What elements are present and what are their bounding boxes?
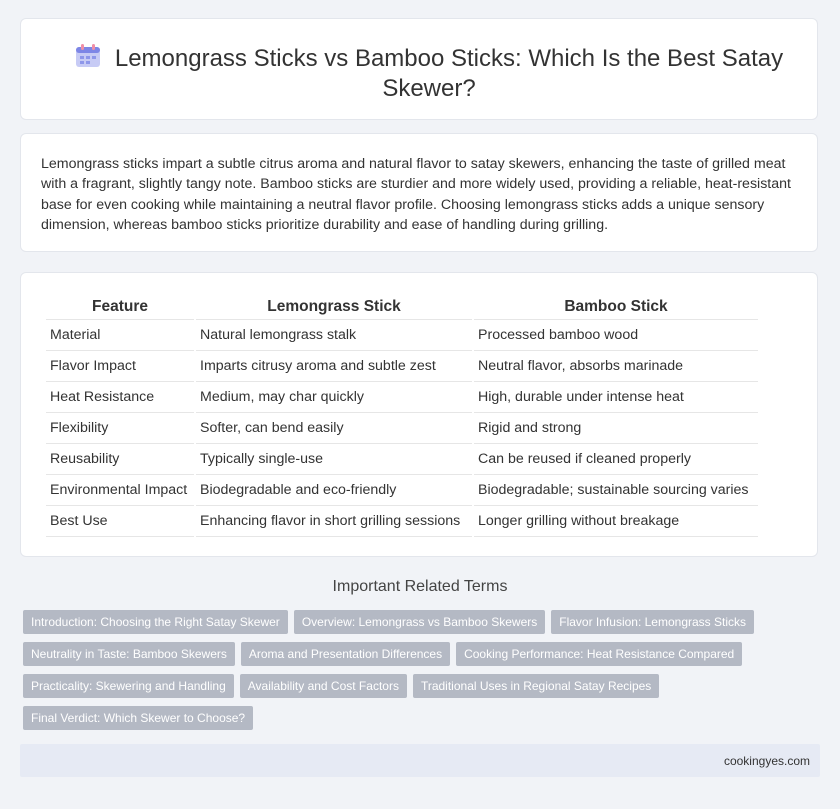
row-bamboo: Biodegradable; sustainable sourcing varies <box>474 475 758 506</box>
intro-paragraph: Lemongrass sticks impart a subtle citrus aroma and natural flavor to satay skewers, enhancing the taste of grilled meat with a fragrant, slightly tangy note. Bamboo sticks are sturdier and more widely used, providing a reliable, heat-resistant base for even cooking while maintaining a neutral flavor profile. Choosing lemongrass sticks adds a unique sensory dimension, whereas bamboo sticks prioritize durability and ease of handling during grilling. <box>41 156 791 234</box>
table-row <box>46 382 758 413</box>
related-term-tag[interactable]: Flavor Infusion: Lemongrass Sticks <box>551 610 754 634</box>
row-lemongrass: Biodegradable and eco-friendly <box>196 475 472 506</box>
title-wrap <box>61 44 797 104</box>
table-row <box>46 351 758 382</box>
row-bamboo: Neutral flavor, absorbs marinade <box>474 351 758 382</box>
related-term-tag[interactable]: Cooking Performance: Heat Resistance Compared <box>456 642 742 666</box>
row-feature: Material <box>46 320 194 351</box>
row-lemongrass: Natural lemongrass stalk <box>196 320 472 351</box>
header-bamboo: Bamboo Stick <box>474 295 758 320</box>
header-feature: Feature <box>46 295 194 320</box>
row-bamboo: Longer grilling without breakage <box>474 506 758 537</box>
related-term-tag[interactable]: Final Verdict: Which Skewer to Choose? <box>23 706 253 730</box>
row-feature: Heat Resistance <box>46 382 194 413</box>
page-title-text: Lemongrass Sticks vs Bamboo Sticks: Which Is the Best Satay Skewer? <box>114 45 784 102</box>
row-lemongrass: Imparts citrusy aroma and subtle zest <box>196 351 472 382</box>
row-feature: Environmental Impact <box>46 475 194 506</box>
row-feature: Reusability <box>46 444 194 475</box>
row-feature: Flexibility <box>46 413 194 444</box>
row-feature: Best Use <box>46 506 194 537</box>
related-term-tag[interactable]: Practicality: Skewering and Handling <box>23 674 234 698</box>
table-row <box>46 506 758 537</box>
related-term-tag[interactable]: Aroma and Presentation Differences <box>241 642 450 666</box>
table-header-row <box>46 295 758 320</box>
intro-card <box>20 133 818 252</box>
row-bamboo: High, durable under intense heat <box>474 382 758 413</box>
comparison-table <box>44 295 760 537</box>
related-terms-list <box>23 610 783 738</box>
header-lemongrass: Lemongrass Stick <box>196 295 472 320</box>
site-link[interactable]: cookingyes.com <box>723 754 810 768</box>
related-term-tag[interactable]: Overview: Lemongrass vs Bamboo Skewers <box>294 610 545 634</box>
table-row <box>46 320 758 351</box>
header-card <box>20 18 818 120</box>
related-terms-heading: Important Related Terms <box>332 578 508 595</box>
row-lemongrass: Medium, may char quickly <box>196 382 472 413</box>
row-bamboo: Rigid and strong <box>474 413 758 444</box>
related-term-tag[interactable]: Neutrality in Taste: Bamboo Skewers <box>23 642 235 666</box>
table-row <box>46 413 758 444</box>
row-lemongrass: Typically single-use <box>196 444 472 475</box>
table-row <box>46 444 758 475</box>
row-feature: Flavor Impact <box>46 351 194 382</box>
row-bamboo: Can be reused if cleaned properly <box>474 444 758 475</box>
row-lemongrass: Softer, can bend easily <box>196 413 472 444</box>
related-term-tag[interactable]: Introduction: Choosing the Right Satay Skewer <box>23 610 288 634</box>
row-bamboo: Processed bamboo wood <box>474 320 758 351</box>
related-term-tag[interactable]: Availability and Cost Factors <box>240 674 407 698</box>
calendar-icon <box>75 44 101 68</box>
related-term-tag[interactable]: Traditional Uses in Regional Satay Recipes <box>413 674 659 698</box>
table-row <box>46 475 758 506</box>
footer <box>20 744 820 777</box>
row-lemongrass: Enhancing flavor in short grilling sessions <box>196 506 472 537</box>
comparison-card <box>20 272 818 557</box>
page-title <box>61 44 797 104</box>
